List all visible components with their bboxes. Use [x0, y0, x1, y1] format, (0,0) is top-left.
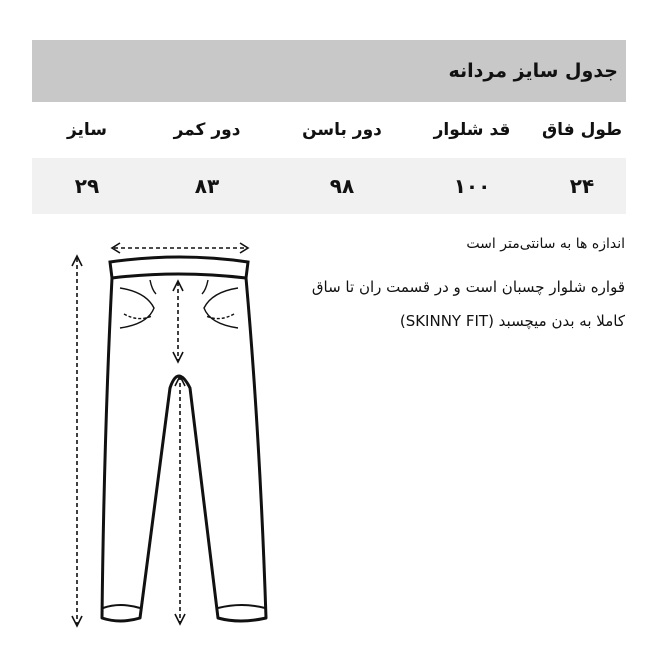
header-rise-length: طول فاق [541, 120, 623, 140]
pants-figure [60, 236, 280, 636]
pants-outline-icon [60, 236, 280, 636]
fit-note-line1: قواره شلوار چسبان است و در قسمت ران تا ساق [311, 278, 625, 296]
value-rise-length: ۲۴ [569, 174, 595, 198]
inseam-measure-arrow [175, 376, 185, 624]
value-hip: ۹۸ [329, 174, 355, 198]
value-pants-length: ۱۰۰ [453, 174, 491, 198]
size-table-title: جدول سایز مردانه [448, 60, 618, 82]
value-waist: ۸۳ [194, 174, 220, 198]
size-table-data-row [32, 158, 626, 214]
header-waist: دور کمر [173, 120, 241, 140]
pants-pockets [120, 280, 238, 328]
fit-note-line2: کاملا به بدن میچسبد (SKINNY FIT) [399, 312, 625, 330]
pants-body [102, 278, 266, 621]
pants-waistband [110, 257, 248, 278]
value-size: ۲۹ [74, 174, 100, 198]
waist-measure-arrow [112, 243, 248, 253]
size-table-header-row [32, 102, 626, 158]
header-size: سایز [66, 120, 108, 140]
rise-measure-arrow [173, 281, 183, 362]
length-measure-arrow [72, 256, 82, 626]
header-hip: دور باسن [302, 120, 382, 140]
header-pants-length: قد شلوار [433, 120, 511, 140]
unit-note: اندازه ها به سانتی‌متر است [466, 236, 625, 252]
pants-hems [103, 605, 265, 608]
size-table-title-bar [32, 40, 626, 102]
